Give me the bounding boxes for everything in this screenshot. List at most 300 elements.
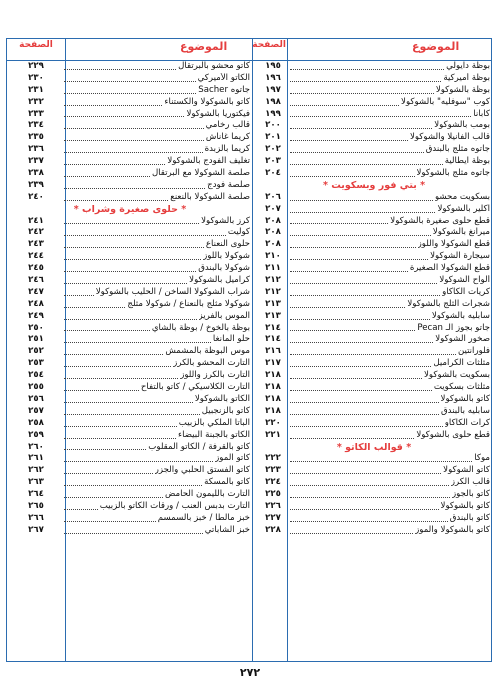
toc-entry [10,168,250,180]
entry-page-number: ٢٠١ [265,132,281,143]
toc-entry [10,513,250,525]
entry-title: قالب الكرز [450,477,490,488]
dot-leader [64,389,139,391]
toc-entry [10,382,250,394]
entry-page-number: ٢٥٧ [28,405,44,416]
dot-leader [64,520,156,522]
entry-title: موس البوظة بالمشمش [165,346,250,357]
entry-page-number: ٢١٣ [265,298,281,309]
dot-leader [64,329,150,331]
toc-entry [10,418,250,430]
toc-entry [10,227,250,239]
toc-entry [10,323,250,335]
entry-title: فيكتوريا بالشوكولا [186,108,250,119]
entry-title: شجرات الثلج بالشوكولا [407,298,490,309]
toc-entry [10,239,250,251]
entry-page-number: ٢٤٢ [28,227,44,238]
toc-entry [258,323,490,335]
dot-leader [290,472,441,474]
toc-entry [258,525,490,537]
entry-title: التارت بالليمون الحامض [164,489,250,500]
right-page-header: الصفحة [252,40,286,50]
dot-leader [290,270,408,272]
toc-entry [258,192,490,204]
entry-title: شوكولا بالبندق [198,263,250,274]
entry-title: قطع الشوكولا واللوز [417,239,490,250]
toc-entry [258,311,490,323]
dot-leader [64,151,203,153]
entry-page-number: ٢٣٧ [28,156,44,167]
dot-leader [290,211,435,213]
entry-page-number: ٢٢٩ [28,61,44,71]
entry-page-number: ٢٦٦ [28,512,44,523]
entry-page-number: ٢٥٢ [28,346,44,357]
entry-page-number: ٢٤٨ [28,298,44,309]
entry-page-number: ٢٢٤ [265,477,281,488]
entry-title: تغليف الفودج بالشوكولا [167,156,250,167]
toc-entry [10,334,250,346]
toc-entry [10,287,250,299]
dot-leader [290,163,443,165]
entry-title: التارت بدبس العنب / ورقات الكاتو بالزبيب [99,500,250,511]
entry-page-number: ٢١٤ [265,322,281,333]
dot-leader [64,448,146,450]
dot-leader [290,199,433,201]
entry-page-number: ٢١٠ [265,251,281,262]
entry-title: كرات الكاكاو [444,417,490,428]
toc-entry [258,406,490,418]
entry-title: كريما غاناش [205,132,250,143]
entry-page-number: ٢٥٤ [28,370,44,381]
entry-page-number: ٢٠٨ [265,239,281,250]
left-page-header: الصفحة [19,40,53,50]
entry-page-number: ٢٣٨ [28,168,44,179]
entry-page-number: ٢٥٩ [28,429,44,440]
entry-page-number: ٢١٢ [265,286,281,297]
dot-leader [290,294,440,296]
entry-page-number: ٢٢٥ [265,489,281,500]
entry-page-number: ٢٢١ [265,429,281,440]
toc-entry [258,227,490,239]
toc-entry [258,144,490,156]
toc-entry [10,406,250,418]
toc-entry [258,346,490,358]
entry-page-number: ٢٣٠ [28,72,44,83]
toc-entry [258,418,490,430]
entry-title: خبز الشاباتي [204,524,250,535]
dot-leader [64,139,204,141]
toc-entry [258,251,490,263]
dot-leader [64,437,176,439]
toc-entry [258,358,490,370]
entry-title: قطع حلوى بالشوكولا [416,429,490,440]
entry-page-number: ٢٥٠ [28,322,44,333]
dot-leader [64,508,98,510]
toc-entry [10,263,250,275]
entry-title: سابليه بالبندق [441,405,490,416]
entry-title: كراميل بالشوكولا [189,275,250,286]
toc-entry [10,192,250,204]
entry-title: كاتو الموز [215,453,250,464]
dot-leader [64,115,184,117]
dot-leader [64,472,153,474]
dot-leader [290,389,432,391]
entry-title: جاتوه مثلج بالبندق [425,144,490,155]
toc-entry [258,204,490,216]
toc-entry [258,97,490,109]
toc-entry [258,109,490,121]
toc-entry [10,144,250,156]
dot-leader [290,508,439,510]
entry-page-number: ٢٠٠ [265,120,281,131]
dot-leader [64,306,125,308]
dot-leader [290,92,434,94]
dot-leader [64,163,165,165]
dot-leader [64,318,197,320]
dot-leader [290,532,413,534]
dot-leader [290,365,431,367]
entry-title: كاتو بالجوز [451,489,490,500]
entry-title: جاتوه مثلج بالشوكولا [416,168,490,179]
dot-leader [64,175,150,177]
entry-title: بوظة دايولي [446,61,490,71]
entry-title: موكا [474,453,490,464]
entry-title: صلصة الشوكولا مع البرتقال [151,168,250,179]
entry-page-number: ٢٠٨ [265,215,281,226]
entry-title: كاتو بالشوكولا [440,393,490,404]
entry-title: كاتو محشو بالبرتقال [178,61,250,71]
entry-page-number: ٢٥١ [28,334,44,345]
entry-title: كاتو بالمسكة [204,477,250,488]
entry-page-number: ٢٣٩ [28,179,44,190]
entry-page-number: ٢٦٤ [28,489,44,500]
entry-page-number: ٢٦٢ [28,465,44,476]
toc-entry [10,489,250,501]
entry-page-number: ٢٤٦ [28,275,44,286]
entry-page-number: ٢٦٣ [28,477,44,488]
center-divider [252,38,253,662]
toc-entry [10,156,250,168]
entry-page-number: ٢١٦ [265,346,281,357]
toc-entry [258,85,490,97]
dot-leader [290,484,449,486]
toc-entry [258,120,490,132]
entry-title: بسكويت بالشوكولا [424,370,490,381]
toc-entry [258,382,490,394]
entry-title: بوظة ايطالية [444,156,490,167]
toc-entry [258,61,490,73]
toc-entry [258,501,490,513]
dot-leader [290,246,416,248]
dot-leader [64,341,211,343]
dot-leader [290,401,439,403]
entry-title: الباتا الملكي بالزبيب [178,417,250,428]
entry-page-number: ٢٥٣ [28,358,44,369]
toc-entry [10,109,250,121]
toc-entry [10,346,250,358]
dot-leader [290,520,448,522]
entry-title: كاتو بالشوكولا [440,500,490,511]
entry-page-number: ٢٣٣ [28,108,44,119]
entry-page-number: ٢٣٤ [28,120,44,131]
toc-entry [10,275,250,287]
toc-entry [10,501,250,513]
entry-title: بومب بالشوكولا [434,120,490,131]
dot-leader [290,151,424,153]
entry-title: حلوى النعناع [205,239,250,250]
entry-page-number: ١٩٦ [265,72,281,83]
entry-page-number: ٢١٤ [265,334,281,345]
dot-leader [64,92,196,94]
entry-title: الكاتو بالشوكولا [194,393,250,404]
entry-page-number: ٢٦١ [28,453,44,464]
entry-page-number: ١٩٧ [265,84,281,95]
entry-page-number: ٢٥٨ [28,417,44,428]
dot-leader [290,139,408,141]
entry-page-number: ٢٢٠ [265,417,281,428]
entry-page-number: ١٩٩ [265,108,281,119]
toc-entry [258,394,490,406]
toc-entry [258,132,490,144]
entry-title: ميرانغ بالشوكولا [432,227,490,238]
dot-leader [64,258,201,260]
entry-title: فلورانتين [457,346,490,357]
entry-title: جاتوه Sacher [198,84,250,95]
entry-title: التارت الكلاسيكي / كاتو بالتفاح [140,382,250,393]
entry-title: كاتو الشوكولا [443,465,490,476]
toc-entry [258,453,490,465]
dot-leader [64,377,178,379]
toc-entry [10,453,250,465]
dot-leader [64,365,171,367]
entry-page-number: ٢٦٥ [28,500,44,511]
dot-leader [64,425,177,427]
dot-leader [64,104,162,106]
entry-title: شوكولا مثلج بالنعناع / شوكولا مثلج [127,298,250,309]
entry-page-number: ٢٠٧ [265,203,281,214]
toc-entry [10,132,250,144]
toc-entry [10,394,250,406]
dot-leader [290,127,432,129]
toc-entry [258,275,490,287]
toc-entry [10,299,250,311]
entry-page-number: ٢٣٥ [28,132,44,143]
entry-page-number: ٢٤٤ [28,251,44,262]
toc-entry [10,97,250,109]
entry-title: صلصة الشوكولا بالنعنع [170,191,250,202]
dot-leader [64,496,163,498]
entry-page-number: ٢٢٧ [265,512,281,523]
entry-title: سيجارة الشوكولا [430,251,490,262]
dot-leader [290,258,428,260]
toc-entry [10,430,250,442]
toc-entry [10,370,250,382]
toc-entry [10,120,250,132]
dot-leader [290,175,415,177]
entry-title: مثلثات بسكويت [433,382,490,393]
dot-leader [64,234,226,236]
entry-title: بوظة بالشوكولا [435,84,490,95]
entry-page-number: ١٩٥ [265,61,281,71]
entry-page-number: ٢٢٢ [265,453,281,464]
entry-title: صلصة فودج [207,179,250,190]
entry-page-number: ٢٦٠ [28,441,44,452]
dot-leader [64,199,168,201]
dot-leader [64,282,187,284]
entry-title: كاتو بالشوكولا والموز [415,524,490,535]
toc-entry [10,442,250,454]
toc-entry [258,156,490,168]
entry-page-number: ٢١٨ [265,405,281,416]
entry-page-number: ٢٤٧ [28,286,44,297]
entry-title: التارت المحشو بالكرز [173,358,250,369]
section-heading: * بتي فور وبسكويت * [322,179,426,191]
dot-leader [290,115,471,117]
entry-page-number: ٢٣٦ [28,144,44,155]
entry-title: مثلثات الكراميل [433,358,490,369]
dot-leader [290,234,431,236]
dot-leader [290,460,472,462]
entry-title: خبز مالطا / خبز بالسمسم [157,512,250,523]
dot-leader [64,532,203,534]
dot-leader [64,484,202,486]
dot-leader [64,401,193,403]
entry-page-number: ٢٣٢ [28,96,44,107]
toc-entry [258,370,490,382]
toc-entry [258,287,490,299]
dot-leader [290,318,430,320]
entry-title: اكلير بالشوكولا [437,203,490,214]
dot-leader [64,127,204,129]
entry-title: بوظة أميركية [443,72,490,83]
entry-title: كاتو بالشوكولا والكستناء [164,96,250,107]
entry-title: قطع حلوى صغيرة بالشوكولا [390,215,490,226]
entry-title: كريات الكاكاو [442,286,490,297]
toc-entry [10,61,250,73]
dot-leader [290,306,405,308]
entry-page-number: ٢٤٥ [28,263,44,274]
dot-leader [64,294,94,296]
dot-leader [64,270,196,272]
right-topic-header: الموضوع [412,40,460,53]
entry-title: قالب رخامي [205,120,250,131]
dot-leader [64,246,204,248]
toc-entry [10,477,250,489]
entry-title: شراب الشوكولا الساخن / الحليب بالشوكولا [95,286,250,297]
entry-title: كاتو بالبندق [449,512,490,523]
left-toc-column [10,61,250,537]
entry-title: جاتو بجوز الـ Pecan [417,322,490,333]
dot-leader [64,353,163,355]
toc-entry [10,180,250,192]
toc-entry [258,334,490,346]
entry-title: قالب الفانيلا والشوكولا [409,132,490,143]
toc-entry [10,525,250,537]
dot-leader [290,222,388,224]
toc-entry [258,489,490,501]
entry-page-number: ٢٠٦ [265,191,281,202]
toc-entry [10,85,250,97]
toc-entry [10,251,250,263]
entry-page-number: ٢٠٣ [265,156,281,167]
entry-page-number: ٢١٧ [265,358,281,369]
dot-leader [290,282,437,284]
toc-entry [258,216,490,228]
dot-leader [64,187,205,189]
dot-leader [64,460,213,462]
entry-page-number: ٢٠٤ [265,168,281,179]
toc-entry [10,358,250,370]
dot-leader [290,377,422,379]
toc-entry [258,513,490,525]
entry-page-number: ١٩٨ [265,96,281,107]
entry-title: الكاتو بالجبنة البيضاء [178,429,250,440]
toc-entry [258,477,490,489]
toc-entry [10,216,250,228]
entry-title: كوب "سوفليه" بالشوكولا [401,96,490,107]
dot-leader [290,341,433,343]
dot-leader [290,413,439,415]
entry-page-number: ٢٠٢ [265,144,281,155]
dot-leader [290,437,414,439]
toc-entry [258,465,490,477]
entry-title: الكاتو الأميركي [197,72,250,83]
dot-leader [290,496,450,498]
dot-leader [290,353,456,355]
entry-page-number: ٢٢٨ [265,524,281,535]
page-number: ٢٧٢ [239,666,261,679]
right-toc-column [258,61,490,537]
entry-page-number: ٢٤٩ [28,310,44,321]
entry-page-number: ٢٥٦ [28,393,44,404]
entry-title: بسكويت محشو [434,191,490,202]
entry-title: صخور الشوكولا [435,334,490,345]
entry-page-number: ٢٤٠ [28,191,44,202]
entry-title: التارت بالكرز واللوز [180,370,250,381]
dot-leader [64,80,196,82]
entry-page-number: ٢١٨ [265,382,281,393]
toc-entry [258,263,490,275]
toc-entry [258,239,490,251]
entry-title: كاتو الفستق الحلبي والجزر [154,465,250,476]
entry-page-number: ٢٠٨ [265,227,281,238]
entry-title: بوظة بالخوخ / بوظة بالشاي [151,322,250,333]
entry-title: قطع الشوكولا الصغيرة [409,263,490,274]
dot-leader [64,68,176,70]
left-topic-header: الموضوع [180,40,228,53]
dot-leader [290,104,399,106]
entry-page-number: ٢٤١ [28,215,44,226]
dot-leader [290,68,444,70]
entry-title: ألواح الشوكولا [439,275,490,286]
dot-leader [290,425,443,427]
entry-page-number: ٢١١ [265,263,281,274]
entry-page-number: ٢٢٣ [265,465,281,476]
dot-leader [290,80,441,82]
entry-title: كاتو بالزنجبيل [201,405,250,416]
toc-entry [10,73,250,85]
entry-page-number: ٢١٣ [265,310,281,321]
entry-title: سابليه بالشوكولا [431,310,490,321]
toc-entry [258,430,490,442]
entry-page-number: ٢٤٣ [28,239,44,250]
entry-page-number: ٢١٨ [265,370,281,381]
entry-page-number: ٢١٢ [265,275,281,286]
toc-entry [258,168,490,180]
toc-entry [10,311,250,323]
entry-title: كريما بالزبدة [204,144,250,155]
entry-page-number: ٢٢٦ [265,500,281,511]
